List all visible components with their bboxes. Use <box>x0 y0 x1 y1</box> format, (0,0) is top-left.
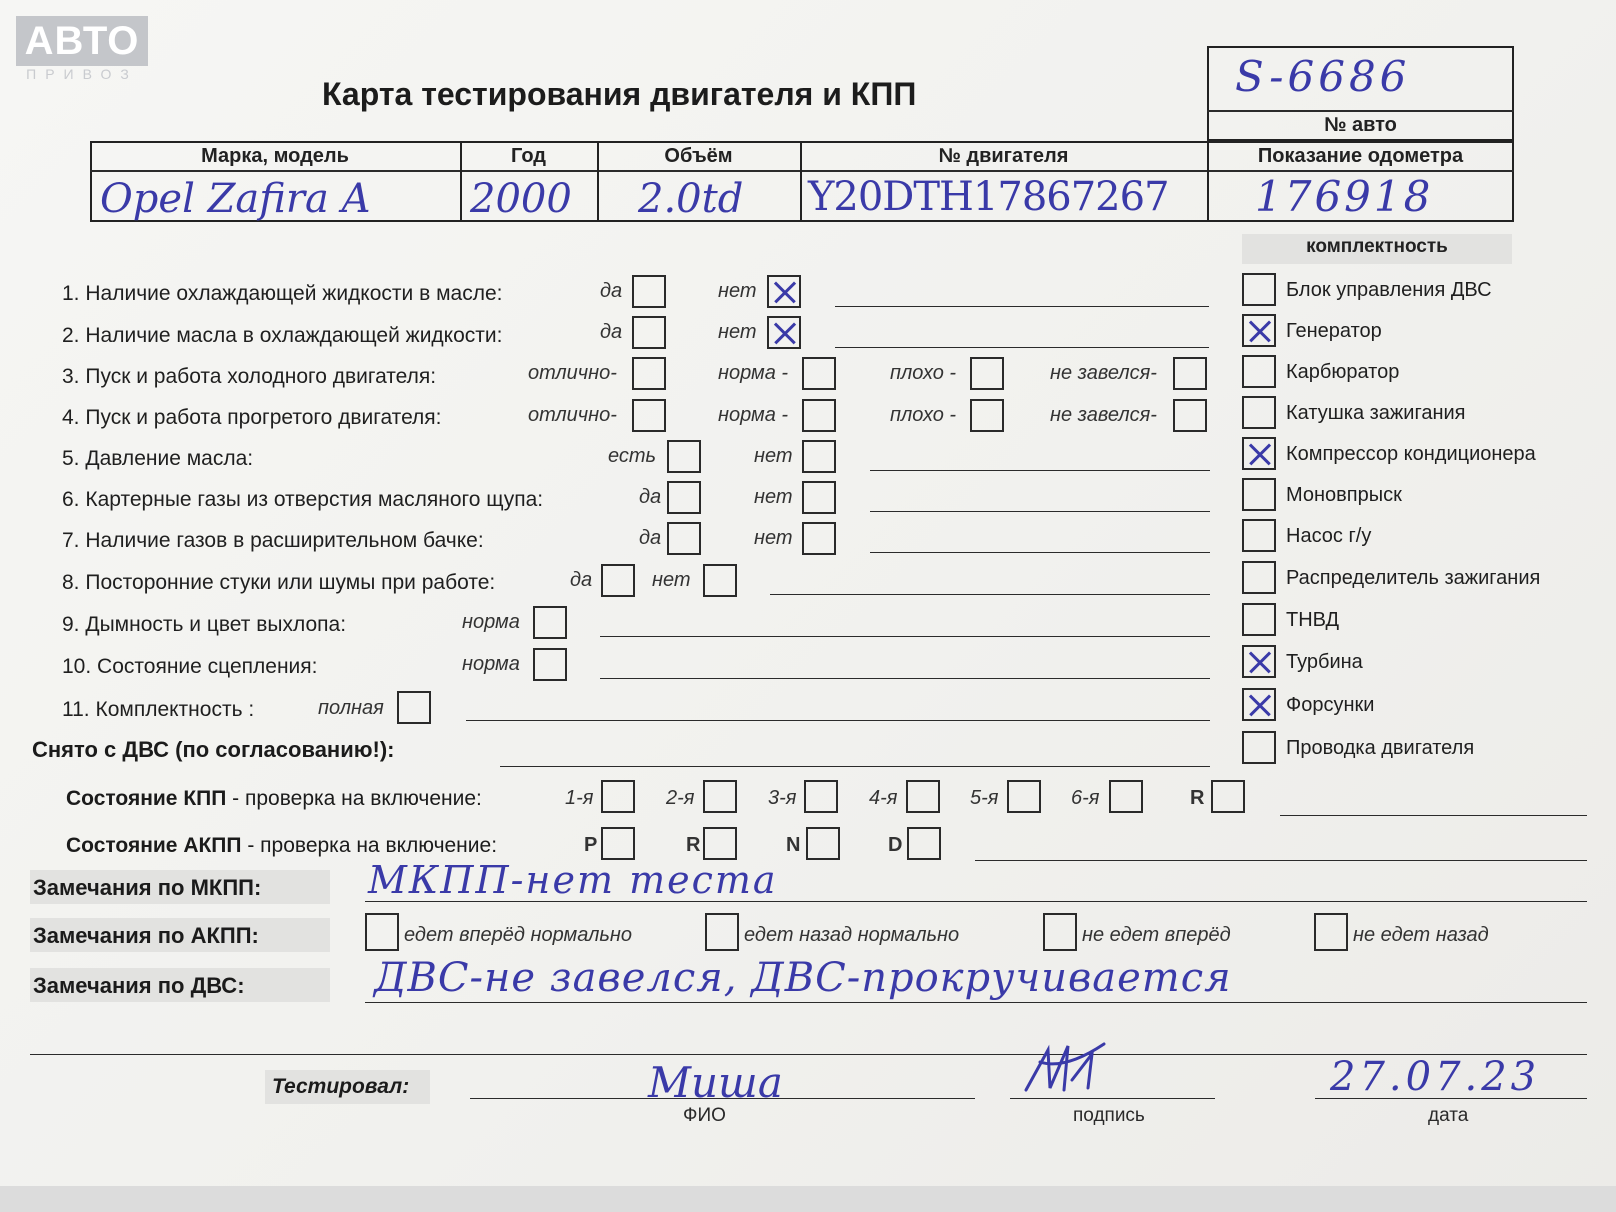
question-9-num: 9. <box>62 613 80 636</box>
comp-label-10: Форсунки <box>1286 694 1375 716</box>
kpp-gear-r-label: R <box>1190 787 1205 809</box>
question-2-text: Наличие масла в охлаждающей жидкости: <box>85 324 503 347</box>
q10-opt-normal-label: норма <box>462 653 520 675</box>
page-edge <box>0 1186 1616 1212</box>
q3-opt-normal-label: норма - <box>718 362 789 384</box>
comp-label-2: Карбюратор <box>1286 361 1400 383</box>
comp-checkbox-4[interactable] <box>1242 437 1276 470</box>
question-8 <box>62 571 495 595</box>
question-2-num: 2. <box>62 324 80 347</box>
question-6-text: Картерные газы из отверстия масляного щупа: <box>85 488 544 511</box>
question-4-text: Пуск и работа прогретого двигателя: <box>85 406 442 429</box>
q7-opt-no-checkbox[interactable] <box>802 522 836 555</box>
remarks-mkpp-label: Замечания по МКПП: <box>33 875 262 900</box>
kpp-gear-4-checkbox[interactable] <box>906 780 940 813</box>
comp-checkbox-2[interactable] <box>1242 355 1276 388</box>
q4-opt-normal-label: норма - <box>718 404 789 426</box>
question-6-num: 6. <box>62 488 80 511</box>
question-11-text: Комплектность : <box>95 698 255 721</box>
watermark-logo <box>16 16 148 66</box>
comp-label-1: Генератор <box>1286 320 1382 342</box>
akpp-mode-d-label: D <box>888 834 903 856</box>
comp-checkbox-9[interactable] <box>1242 645 1276 678</box>
question-9-text: Дымность и цвет выхлопа: <box>85 613 347 636</box>
question-1-num: 1. <box>62 282 80 305</box>
kpp-gear-5-checkbox[interactable] <box>1007 780 1041 813</box>
kpp-gear-3-label: 3-я <box>768 787 797 809</box>
col-header-engine-no: № двигателя <box>938 145 1069 167</box>
q7-opt-no-label: нет <box>754 527 793 549</box>
comp-checkbox-5[interactable] <box>1242 478 1276 511</box>
question-6 <box>62 488 543 512</box>
question-3-num: 3. <box>62 365 80 388</box>
odometer-value: 176918 <box>1255 172 1434 221</box>
q11-opt-full-checkbox[interactable] <box>397 691 431 724</box>
question-3-text: Пуск и работа холодного двигателя: <box>85 365 437 388</box>
akpp-mode-p-checkbox[interactable] <box>601 827 635 860</box>
question-7-text: Наличие газов в расширительном бачке: <box>85 529 484 552</box>
q5-opt-no-label: нет <box>754 445 793 467</box>
akpp-label-rest: - проверка на включение: <box>241 834 498 857</box>
kpp-label <box>66 787 482 811</box>
akpp-label-bold: Состояние АКПП <box>66 834 242 857</box>
tested-label: Тестировал: <box>272 1075 410 1098</box>
question-1-text: Наличие охлаждающей жидкости в масле: <box>85 282 503 305</box>
q3-opt-nostart-label: не завелся- <box>1050 362 1157 384</box>
comp-checkbox-10[interactable] <box>1242 688 1276 721</box>
comp-checkbox-1[interactable] <box>1242 314 1276 347</box>
volume-value: 2.0td <box>638 176 744 222</box>
akpp-remark-checkbox-2[interactable] <box>1043 913 1077 951</box>
question-5-num: 5. <box>62 447 80 470</box>
q4-opt-bad-checkbox[interactable] <box>970 399 1004 432</box>
kpp-gear-6-checkbox[interactable] <box>1109 780 1143 813</box>
akpp-mode-r-label: R <box>686 834 701 856</box>
question-7 <box>62 529 484 553</box>
q4-opt-excellent-label: отлично- <box>528 404 617 426</box>
comp-label-0: Блок управления ДВС <box>1286 279 1492 301</box>
q2-opt-yes-checkbox[interactable] <box>632 316 666 349</box>
question-4 <box>62 406 442 430</box>
q2-opt-yes-label: да <box>600 321 623 343</box>
question-3 <box>62 365 436 389</box>
car-number-label: № авто <box>1324 114 1397 136</box>
akpp-mode-n-label: N <box>786 834 801 856</box>
question-8-text: Посторонние стуки или шумы при работе: <box>85 571 496 594</box>
q11-opt-full-label: полная <box>318 697 384 719</box>
akpp-mode-p-label: P <box>584 834 598 856</box>
q5-opt-yes-checkbox[interactable] <box>667 440 701 473</box>
question-5-text: Давление масла: <box>85 447 254 470</box>
q3-opt-bad-label: плохо - <box>890 362 957 384</box>
comp-label-6: Насос г/у <box>1286 525 1372 547</box>
akpp-remark-checkbox-0[interactable] <box>365 913 399 951</box>
question-1 <box>62 282 502 306</box>
question-10-num: 10. <box>62 655 92 678</box>
comp-label-5: Моновпрыск <box>1286 484 1402 506</box>
q4-opt-nostart-checkbox[interactable] <box>1173 399 1207 432</box>
q9-opt-normal-label: норма <box>462 611 520 633</box>
remarks-dvs-value: ДВС-не завелся, ДВС-прокручивается <box>374 955 1232 1001</box>
q7-opt-yes-checkbox[interactable] <box>667 522 701 555</box>
q1-opt-no-checkbox[interactable] <box>767 275 801 308</box>
q6-opt-no-checkbox[interactable] <box>802 481 836 514</box>
signature <box>1020 1040 1110 1098</box>
kpp-gear-3-checkbox[interactable] <box>804 780 838 813</box>
question-10-text: Состояние сцепления: <box>97 655 318 678</box>
question-11 <box>62 698 254 722</box>
tester-name-value: Миша <box>648 1058 783 1107</box>
signature-caption: подпись <box>1073 1105 1145 1126</box>
q1-opt-yes-checkbox[interactable] <box>632 275 666 308</box>
logo-text: АВТО <box>24 19 140 63</box>
q3-opt-nostart-checkbox[interactable] <box>1173 357 1207 390</box>
name-caption: ФИО <box>683 1105 726 1126</box>
kpp-gear-1-label: 1-я <box>565 787 594 809</box>
q8-opt-yes-checkbox[interactable] <box>601 564 635 597</box>
question-4-num: 4. <box>62 406 80 429</box>
akpp-remark-checkbox-1[interactable] <box>705 913 739 951</box>
comp-label-9: Турбина <box>1286 651 1363 673</box>
kpp-gear-r-checkbox[interactable] <box>1211 780 1245 813</box>
q1-opt-no-label: нет <box>718 280 757 302</box>
q8-opt-no-checkbox[interactable] <box>703 564 737 597</box>
removed-label: Снято с ДВС (по согласованию!): <box>32 737 395 762</box>
akpp-remark-label-0: едет вперёд нормально <box>404 924 633 946</box>
comp-checkbox-7[interactable] <box>1242 561 1276 594</box>
col-header-model: Марка, модель <box>201 145 349 167</box>
comp-label-4: Компрессор кондиционера <box>1286 443 1536 465</box>
question-2 <box>62 324 502 348</box>
engine-no-value: Y20DTH17867267 <box>808 174 1169 220</box>
kpp-label-bold: Состояние КПП <box>66 787 227 810</box>
comp-checkbox-11[interactable] <box>1242 731 1276 764</box>
q3-opt-excellent-label: отлично- <box>528 362 617 384</box>
question-8-num: 8. <box>62 571 80 594</box>
q4-opt-normal-checkbox[interactable] <box>802 399 836 432</box>
comp-checkbox-3[interactable] <box>1242 396 1276 429</box>
q1-opt-yes-label: да <box>600 280 623 302</box>
year-value: 2000 <box>470 176 572 222</box>
comp-label-7: Распределитель зажигания <box>1286 567 1541 589</box>
remarks-mkpp-value: МКПП-нет теста <box>368 858 778 902</box>
q5-opt-yes-label: есть <box>608 445 657 467</box>
car-number-value: S-6686 <box>1235 52 1411 101</box>
comp-label-8: ТНВД <box>1286 609 1340 631</box>
q4-opt-bad-label: плохо - <box>890 404 957 426</box>
question-11-num: 11. <box>62 698 90 721</box>
model-value: Opel Zafira A <box>100 176 371 222</box>
question-9 <box>62 613 346 637</box>
date-value: 27.07.23 <box>1330 1054 1541 1100</box>
comp-checkbox-0[interactable] <box>1242 273 1276 306</box>
date-caption: дата <box>1428 1105 1469 1126</box>
page-title: Карта тестирования двигателя и КПП <box>322 76 917 112</box>
question-5 <box>62 447 253 471</box>
watermark-logo-sub: ПРИВОЗ <box>26 66 138 82</box>
q6-opt-yes-checkbox[interactable] <box>667 481 701 514</box>
q8-opt-no-label: нет <box>652 569 691 591</box>
q6-opt-no-label: нет <box>754 486 793 508</box>
kpp-gear-1-checkbox[interactable] <box>601 780 635 813</box>
q4-opt-nostart-label: не завелся- <box>1050 404 1157 426</box>
q2-opt-no-label: нет <box>718 321 757 343</box>
kpp-gear-6-label: 6-я <box>1071 787 1100 809</box>
remarks-akpp-label: Замечания по АКПП: <box>33 923 259 948</box>
q3-opt-normal-checkbox[interactable] <box>802 357 836 390</box>
q4-opt-excellent-checkbox[interactable] <box>632 399 666 432</box>
kpp-gear-2-label: 2-я <box>666 787 695 809</box>
akpp-mode-r-checkbox[interactable] <box>703 827 737 860</box>
comp-label-3: Катушка зажигания <box>1286 402 1466 424</box>
akpp-mode-d-checkbox[interactable] <box>907 827 941 860</box>
q10-opt-normal-checkbox[interactable] <box>533 648 567 681</box>
question-7-num: 7. <box>62 529 80 552</box>
q2-opt-no-checkbox[interactable] <box>767 316 801 349</box>
akpp-remark-label-3: не едет назад <box>1353 924 1489 946</box>
akpp-label <box>66 834 497 858</box>
comp-checkbox-6[interactable] <box>1242 519 1276 552</box>
kpp-gear-4-label: 4-я <box>869 787 898 809</box>
q9-opt-normal-checkbox[interactable] <box>533 606 567 639</box>
kpp-label-rest: - проверка на включение: <box>226 787 482 810</box>
remarks-dvs-label: Замечания по ДВС: <box>33 973 245 998</box>
q3-opt-excellent-checkbox[interactable] <box>632 357 666 390</box>
comp-label-11: Проводка двигателя <box>1286 737 1475 759</box>
akpp-remark-label-1: едет назад нормально <box>744 924 960 946</box>
q6-opt-yes-label: да <box>639 486 662 508</box>
akpp-mode-n-checkbox[interactable] <box>806 827 840 860</box>
col-header-volume: Объём <box>664 145 733 167</box>
completeness-title: комплектность <box>1306 236 1448 257</box>
kpp-gear-2-checkbox[interactable] <box>703 780 737 813</box>
q5-opt-no-checkbox[interactable] <box>802 440 836 473</box>
col-header-year: Год <box>511 145 546 167</box>
akpp-remark-checkbox-3[interactable] <box>1314 913 1348 951</box>
akpp-remark-label-2: не едет вперёд <box>1082 924 1231 946</box>
question-10 <box>62 655 317 679</box>
q3-opt-bad-checkbox[interactable] <box>970 357 1004 390</box>
q7-opt-yes-label: да <box>639 527 662 549</box>
comp-checkbox-8[interactable] <box>1242 603 1276 636</box>
kpp-gear-5-label: 5-я <box>970 787 999 809</box>
q8-opt-yes-label: да <box>570 569 593 591</box>
col-header-odometer: Показание одометра <box>1257 145 1464 167</box>
